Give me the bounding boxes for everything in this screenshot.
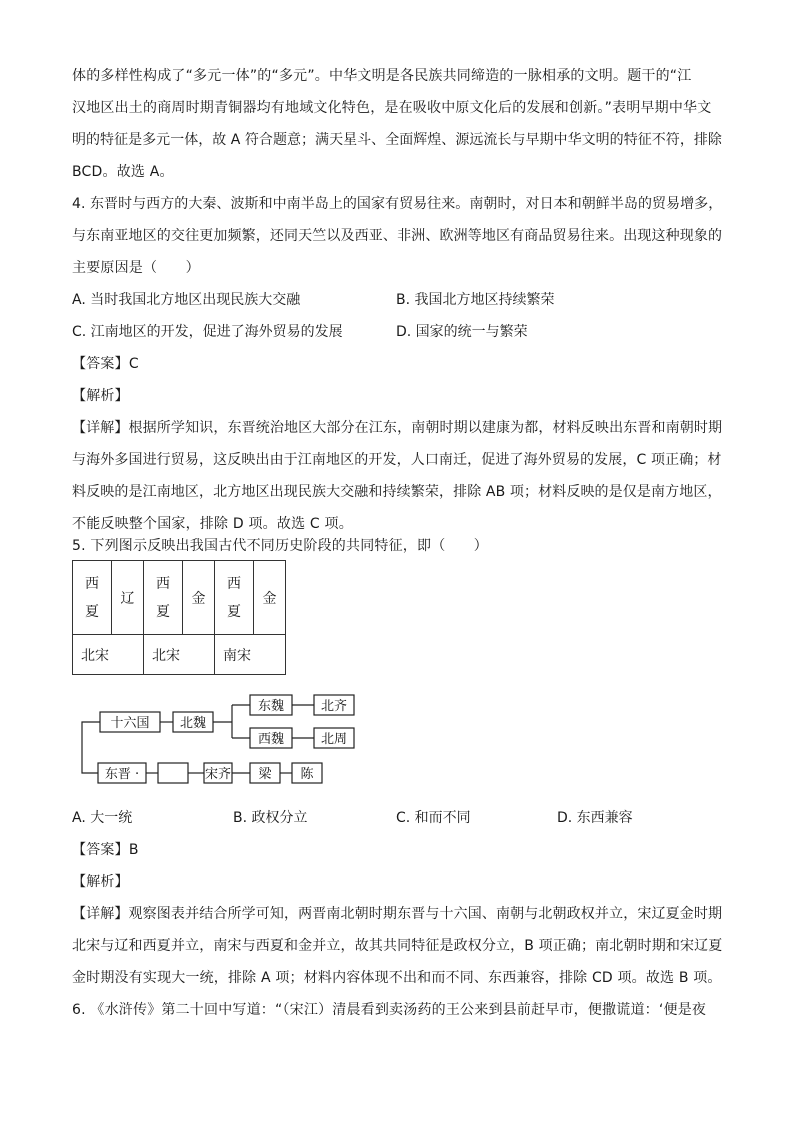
q4-detail: 料反映的是江南地区，北方地区出现民族大交融和持续繁荣，排除 AB 项；材料反映的是仅是南方地区，	[72, 484, 722, 500]
label-xiwei: 西魏	[257, 732, 285, 747]
q5-detail: 北宋与辽和西夏并立，南宋与西夏和金并立，故其共同特征是政权分立，B 项正确；南北朝时期和宋辽夏	[72, 938, 723, 954]
answer-tag: 【答案】	[72, 356, 129, 372]
table-cell: 金	[183, 561, 215, 635]
question-4-stem: 与东南亚地区的交往更加频繁，还同天竺以及西亚、非洲、欧洲等地区有商品贸易往来。出现这种现象的	[72, 228, 723, 244]
q4-answer-line	[72, 354, 139, 374]
q5-analysis-tag: 【解析】	[72, 874, 129, 890]
q5-option-c: C. 和而不同	[396, 810, 471, 826]
label-liang: 梁	[258, 767, 272, 782]
label-beizhou: 北周	[320, 732, 348, 747]
table-cell: 南宋	[215, 635, 286, 675]
q4-option-a: A. 当时我国北方地区出现民族大交融	[72, 292, 301, 308]
q5-option-b: B. 政权分立	[233, 810, 308, 826]
question-5-stem: 5. 下列图示反映出我国古代不同历史阶段的共同特征，即（ ）	[72, 538, 489, 554]
text-line: BCD。故选 A。	[72, 164, 174, 180]
label-beiqi: 北齐	[320, 699, 348, 714]
label-songqi: 宋齐	[204, 767, 232, 782]
q4-detail: 不能反映整个国家，排除 D 项。故选 C 项。	[72, 516, 353, 532]
dynasty-table	[72, 560, 286, 675]
question-4-stem: 主要原因是（ ）	[72, 260, 200, 276]
label-beiwei: 北魏	[179, 716, 207, 731]
question-6-stem: 6. 《水浒传》第二十回中写道：“（宋江）清晨看到卖汤药的王公来到县前赶早市，便撒谎道：‘便是夜	[72, 1002, 707, 1018]
q4-detail: 与海外多国进行贸易，这反映出由于江南地区的开发，人口南迁，促进了海外贸易的发展，C 项正确；材	[72, 452, 722, 468]
label-chen: 陈	[300, 767, 314, 782]
text-line: 明的特征是多元一体，故 A 符合题意；满天星斗、全面辉煌、源远流长与早期中华文明的特征不符，排除	[72, 132, 722, 148]
table-cell: 辽	[112, 561, 144, 635]
table-cell: 金	[254, 561, 286, 635]
table-cell: 西 夏	[215, 561, 254, 635]
q4-option-d: D. 国家的统一与繁荣	[396, 324, 528, 340]
q4-option-c: C. 江南地区的开发，促进了海外贸易的发展	[72, 324, 343, 340]
table-cell: 北宋	[144, 635, 215, 675]
label-shiliuguo: 十六国	[110, 716, 150, 731]
table-cell: 北宋	[73, 635, 144, 675]
dynasty-diagram	[70, 690, 370, 790]
question-4-stem: 4. 东晋时与西方的大秦、波斯和中南半岛上的国家有贸易往来。南朝时，对日本和朝鲜半岛的贸易增多，	[72, 196, 723, 212]
q5-option-a: A. 大一统	[72, 810, 133, 826]
q4-option-b: B. 我国北方地区持续繁荣	[396, 292, 555, 308]
table-cell: 西 夏	[73, 561, 112, 635]
answer-tag: 【答案】	[72, 842, 129, 858]
q4-detail: 【详解】根据所学知识，东晋统治地区大部分在江东，南朝时期以建康为都，材料反映出东晋和南朝时期	[72, 420, 723, 436]
q5-option-d: D. 东西兼容	[557, 810, 633, 826]
box-blank	[158, 763, 188, 783]
q5-detail: 金时期没有实现大一统，排除 A 项；材料内容体现不出和而不同、东西兼容，排除 CD 项。故选 B 项。	[72, 970, 722, 986]
q4-analysis-tag: 【解析】	[72, 388, 129, 404]
label-dongjin: 东晋 ·	[104, 767, 140, 782]
label-dongwei: 东魏	[257, 699, 285, 714]
text-line: 汉地区出土的商周时期青铜器均有地域文化特色，是在吸收中原文化后的发展和创新。”表明早期中华文	[72, 100, 712, 116]
q5-detail: 【详解】观察图表并结合所学可知，两晋南北朝时期东晋与十六国、南朝与北朝政权并立，宋辽夏金时期	[72, 906, 723, 922]
table-cell: 西 夏	[144, 561, 183, 635]
q5-answer-line	[72, 840, 139, 860]
text-line: 体的多样性构成了“多元一体”的“多元”。中华文明是各民族共同缔造的一脉相承的文明。题干的“江	[72, 68, 692, 84]
answer-value: B	[128, 842, 139, 858]
answer-value: C	[128, 356, 139, 372]
